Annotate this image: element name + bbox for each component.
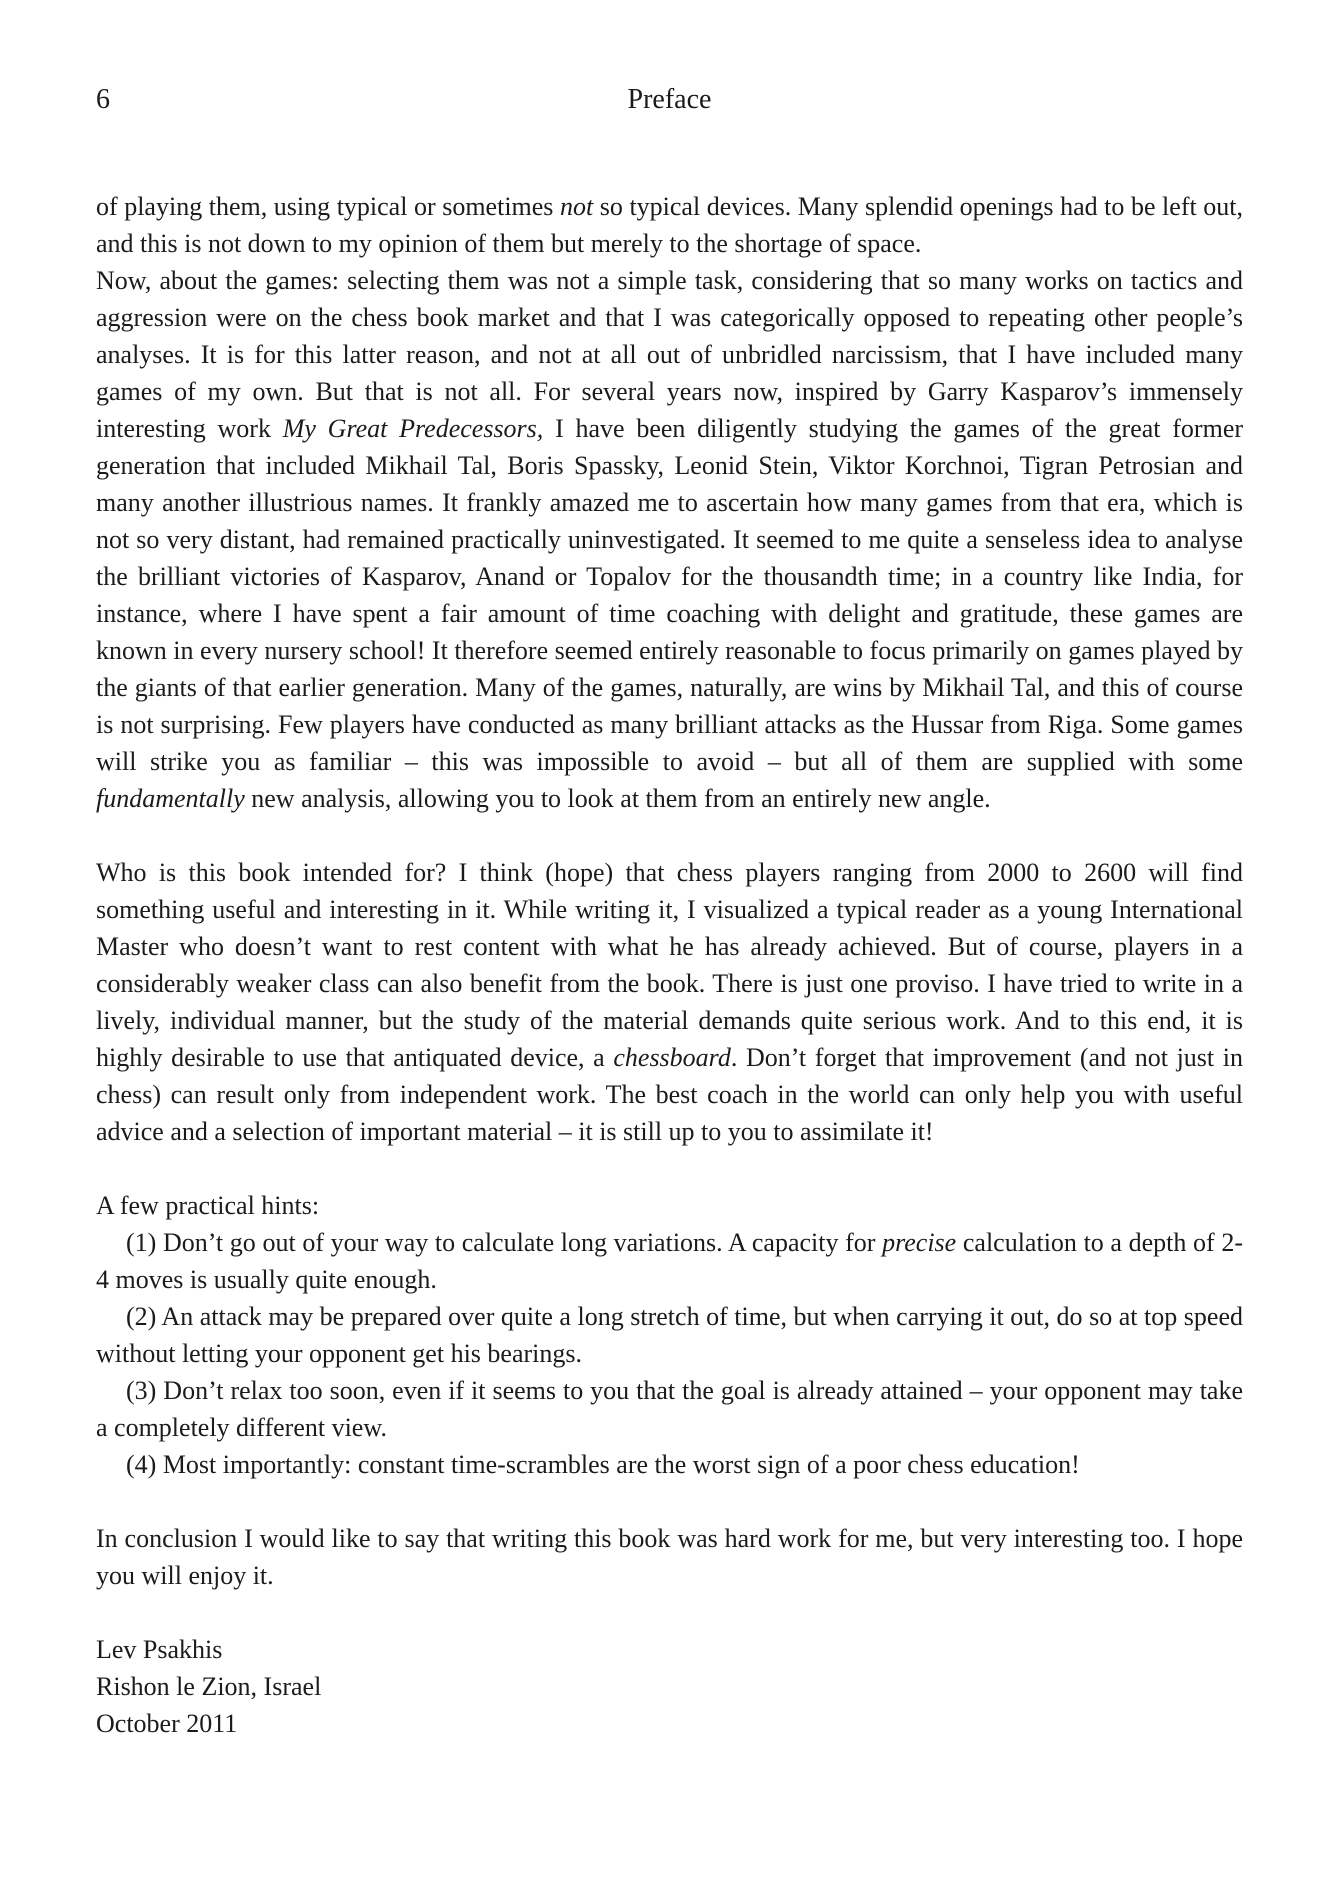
para-about-the-games [96, 262, 1243, 817]
body-text: In conclusion I would like to say that writing this book was hard work for me, but very interesting too. I hope you will enjoy it. [96, 1524, 1243, 1590]
para-conclusion [96, 1520, 1243, 1594]
hint-1 [96, 1224, 1243, 1298]
italic-text: not [559, 192, 594, 221]
paragraph-gap [96, 1483, 1243, 1520]
body-text: Lev Psakhis [96, 1635, 223, 1664]
body-text: (2) An attack may be prepared over quite a long stretch of time, but when carrying it out, do so at top speed without letting your opponent get his bearings. [96, 1302, 1243, 1368]
body-text: Now, about the games: selecting them was not a simple task, considering that so many works on tactics and aggression were on the chess book market and that I was categorically opposed to repeating other people’s analyses. It is for this latter reason, and not at all out of unbridled narcissism, that I have included many games of my own. But that is not all. For several years now, inspired by Garry Kasparov’s immensely interesting work [96, 266, 1243, 443]
para-intended-audience [96, 854, 1243, 1150]
hint-2 [96, 1298, 1243, 1372]
italic-text: My Great Predecessors, [282, 414, 544, 443]
book-page [96, 80, 1243, 1742]
paragraph-gap [96, 1150, 1243, 1187]
hint-3 [96, 1372, 1243, 1446]
body-text: (4) Most importantly: constant time-scrambles are the worst sign of a poor chess education! [126, 1450, 1080, 1479]
page-title: Preface [627, 84, 712, 115]
signature-author [96, 1631, 1243, 1668]
body-text: calculation to a depth of 2-4 moves is usually quite enough. [96, 1228, 1243, 1294]
page-body [96, 188, 1243, 1742]
signature-place [96, 1668, 1243, 1705]
signature-date [96, 1705, 1243, 1742]
body-text: so typical devices. Many splendid openings had to be left out, and this is not down to my opinion of them but merely to the shortage of space. [96, 192, 1243, 258]
body-text: October 2011 [96, 1709, 238, 1738]
italic-text: fundamentally [96, 784, 245, 813]
body-text: (1) Don’t go out of your way to calculate long variations. A capacity for [126, 1228, 883, 1257]
hint-4 [96, 1446, 1243, 1483]
body-text: Rishon le Zion, Israel [96, 1672, 322, 1701]
body-text: (3) Don’t relax too soon, even if it seems to you that the goal is already attained – your opponent may take a completely different view. [96, 1376, 1243, 1442]
para-continuation [96, 188, 1243, 262]
page-header [96, 80, 1243, 120]
paragraph-gap [96, 817, 1243, 854]
body-text: of playing them, using typical or sometimes [96, 192, 560, 221]
page-number: 6 [96, 84, 110, 115]
body-text: I have been diligently studying the games of the great former generation that included Mikhail Tal, Boris Spassky, Leonid Stein, Viktor Korchnoi, Tigran Petrosian and many another illustrious names. It frankly amazed me to ascertain how many games from that era, which is not so very distant, had remained practically uninvestigated. It seemed to me quite a senseless idea to analyse the brilliant victories of Kasparov, Anand or Topalov for the thousandth time; in a country like India, for instance, where I have spent a fair amount of time coaching with delight and gratitude, these games are known in every nursery school! It therefore seemed entirely reasonable to focus primarily on games played by the giants of that earlier generation. Many of the games, naturally, are wins by Mikhail Tal, and this of course is not surprising. Few players have conducted as many brilliant attacks as the Hussar from Riga. Some games will strike you as familiar – this was impossible to avoid – but all of them are supplied with some [96, 414, 1244, 776]
body-text: . Don’t forget that improvement (and not just in chess) can result only from independent work. The best coach in the world can only help you with useful advice and a selection of important material – it is still up to you to assimilate it! [96, 1043, 1243, 1146]
para-hints-intro [96, 1187, 1243, 1224]
italic-text: precise [882, 1228, 957, 1257]
body-text: Who is this book intended for? I think (hope) that chess players ranging from 2000 to 2600 will find something useful and interesting in it. While writing it, I visualized a typical reader as a young International Master who doesn’t want to rest content with what he has already achieved. But of course, players in a considerably weaker class can also benefit from the book. There is just one proviso. I have tried to write in a lively, individual manner, but the study of the material demands quite serious work. And to this end, it is highly desirable to use that antiquated device, a [96, 858, 1243, 1072]
italic-text: chessboard [613, 1043, 731, 1072]
paragraph-gap [96, 1594, 1243, 1631]
body-text: A few practical hints: [96, 1191, 320, 1220]
body-text: new analysis, allowing you to look at them from an entirely new angle. [244, 784, 991, 813]
